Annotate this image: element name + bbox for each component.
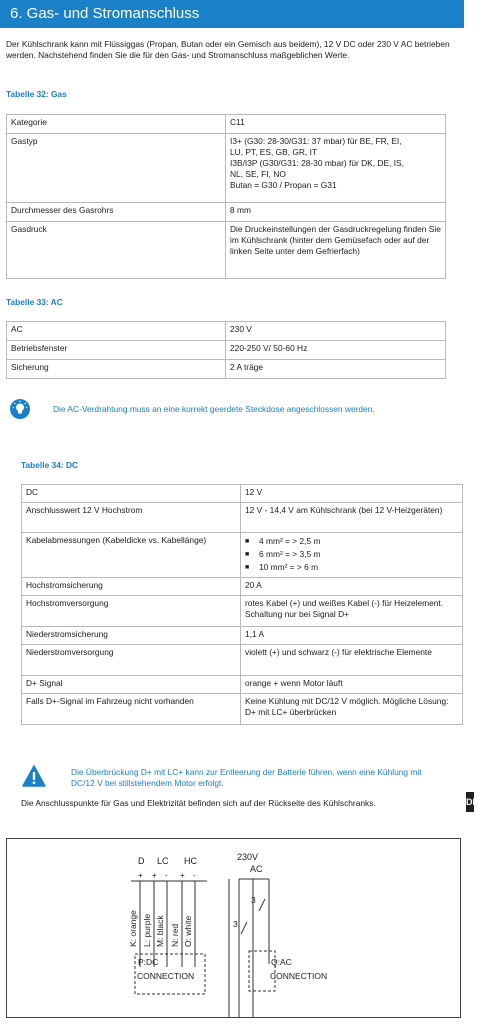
dc-table [21, 484, 463, 725]
warning-triangle-icon [22, 765, 46, 787]
table-row [7, 322, 446, 341]
warning-text: Die Überbrückung D+ mit LC+ kann zur Entleerung der Batterie führen, wenn eine Kühlung mit DC/12 V bei stillstehendem Motor erfolgt. [71, 767, 422, 788]
table-row [22, 533, 463, 578]
label-ac: AC [250, 864, 263, 874]
row-label: D+ Signal [22, 676, 241, 694]
list-item: ■ 10 mm² = > 6 m [245, 561, 458, 574]
label-230v: 230V [237, 852, 259, 862]
row-value: Die Druckeinstellungen der Gasdruckregelung finden Sie im Kühlschrank (hinter dem Gemüsefach oder auf der linken Seite unter dem Gefrierfach) [226, 222, 446, 279]
table-row [7, 115, 446, 134]
polarity-hc-minus: - [193, 871, 196, 880]
ac-table [6, 321, 446, 379]
row-value [241, 533, 463, 578]
table-row [22, 694, 463, 725]
dc-box-subtitle: CONNECTION [137, 971, 195, 981]
row-value: orange + wenn Motor läuft [241, 676, 463, 694]
wire-orange-label: K: orange [128, 910, 138, 947]
wire-red-label: N: red [170, 923, 180, 947]
gas-table [6, 114, 446, 279]
row-value [226, 134, 446, 203]
table-row [7, 203, 446, 222]
value-line: I3+ (G30: 28-30/G31: 37 mbar) für BE, FR, EI, [230, 136, 402, 146]
row-label: Hochstromsicherung [22, 578, 241, 596]
wire-black-label: M: black [155, 915, 165, 947]
label-lc: LC [157, 856, 169, 866]
ac-box-title: Q:AC [271, 957, 292, 967]
table34-caption: Tabelle 34: DC [21, 460, 79, 470]
label-hc: HC [184, 856, 197, 866]
polarity-d: + [138, 871, 143, 880]
table-row [22, 503, 463, 533]
row-value: Keine Kühlung mit DC/12 V möglich. Mögliche Lösung: D+ mit LC+ überbrücken [241, 694, 463, 725]
row-value: 20 A [241, 578, 463, 596]
dc-box-title: P:DC [138, 957, 159, 967]
row-label: Betriebsfenster [7, 341, 226, 360]
row-label: Niederstromversorgung [22, 645, 241, 676]
row-label: Sicherung [7, 360, 226, 379]
row-value: violett (+) und schwarz (-) für elektrische Elemente [241, 645, 463, 676]
row-label: AC [7, 322, 226, 341]
row-value: C11 [226, 115, 446, 134]
ac-count-mark: 3 [251, 895, 256, 905]
table32-caption: Tabelle 32: Gas [6, 89, 67, 99]
table-row [7, 360, 446, 379]
polarity-hc-plus: + [180, 871, 185, 880]
value-line: NL, SE, FI, NO [230, 169, 286, 179]
row-label: Gasdruck [7, 222, 226, 279]
wire-purple-label: L: purple [142, 913, 152, 947]
list-item: ■ 6 mm² = > 3,5 m [245, 548, 458, 561]
wiring-diagram [6, 838, 461, 1018]
language-tab: DE [466, 792, 474, 812]
table-row [22, 578, 463, 596]
row-label: Durchmesser des Gasrohrs [7, 203, 226, 222]
row-value: 2 A träge [226, 360, 446, 379]
row-label: DC [22, 485, 241, 503]
row-label: Kategorie [7, 115, 226, 134]
row-value: 1,1 A [241, 627, 463, 645]
row-label: Kabelabmessungen (Kabeldicke vs. Kabellänge) [22, 533, 241, 578]
table-row [7, 222, 446, 279]
intro-paragraph: Der Kühlschrank kann mit Flüssiggas (Propan, Butan oder ein Gemisch aus beidem), 12 V DC oder 230 V AC betrieben werden. Nachstehend finden Sie die für den Gas- und Stromanschluss maßgeblichen Werte. [6, 39, 450, 60]
polarity-lc-minus: - [165, 871, 168, 880]
list-item: ■ 4 mm² = > 2,5 m [245, 535, 458, 548]
lightbulb-icon [10, 399, 30, 419]
table-row [22, 627, 463, 645]
row-value: 8 mm [226, 203, 446, 222]
label-d: D [138, 856, 145, 866]
row-label: Anschlusswert 12 V Hochstrom [22, 503, 241, 533]
wire-white-label: O: white [183, 915, 193, 947]
table-row [22, 596, 463, 627]
value-line: LU, PT, ES, GB, GR, IT [230, 147, 318, 157]
row-value: 12 V [241, 485, 463, 503]
row-value: rotes Kabel (+) und weißes Kabel (-) für Heizelement. Schaltung nur bei Signal D+ [241, 596, 463, 627]
ac-box-subtitle: CONNECTION [270, 971, 328, 981]
row-value: 12 V - 14,4 V am Kühlschrank (bei 12 V-Heizgeräten) [241, 503, 463, 533]
table-row [22, 485, 463, 503]
tip-text: Die AC-Verdrahtung muss an eine korrekt geerdete Steckdose angeschlossen werden. [53, 404, 375, 414]
row-label: Hochstromversorgung [22, 596, 241, 627]
row-value: 220-250 V/ 50-60 Hz [226, 341, 446, 360]
value-line: Butan = G30 / Propan = G31 [230, 180, 337, 190]
section-heading: 6. Gas- und Stromanschluss [0, 0, 464, 28]
cable-list [245, 535, 458, 574]
row-value: 230 V [226, 322, 446, 341]
table-row [7, 134, 446, 203]
row-label: Niederstromsicherung [22, 627, 241, 645]
table-row [22, 645, 463, 676]
table-row [7, 341, 446, 360]
connection-note: Die Anschlusspunkte für Gas und Elektrizität befinden sich auf der Rückseite des Kühlschranks. [21, 798, 376, 808]
polarity-lc-plus: + [152, 871, 157, 880]
row-label: Falls D+-Signal im Fahrzeug nicht vorhanden [22, 694, 241, 725]
row-label: Gastyp [7, 134, 226, 203]
value-line: I3B/I3P (G30/G31: 28-30 mbar) für DK, DE, IS, [230, 158, 404, 168]
table-row [22, 676, 463, 694]
ac-count-mark-2: 3 [233, 919, 238, 929]
table33-caption: Tabelle 33: AC [6, 297, 63, 307]
